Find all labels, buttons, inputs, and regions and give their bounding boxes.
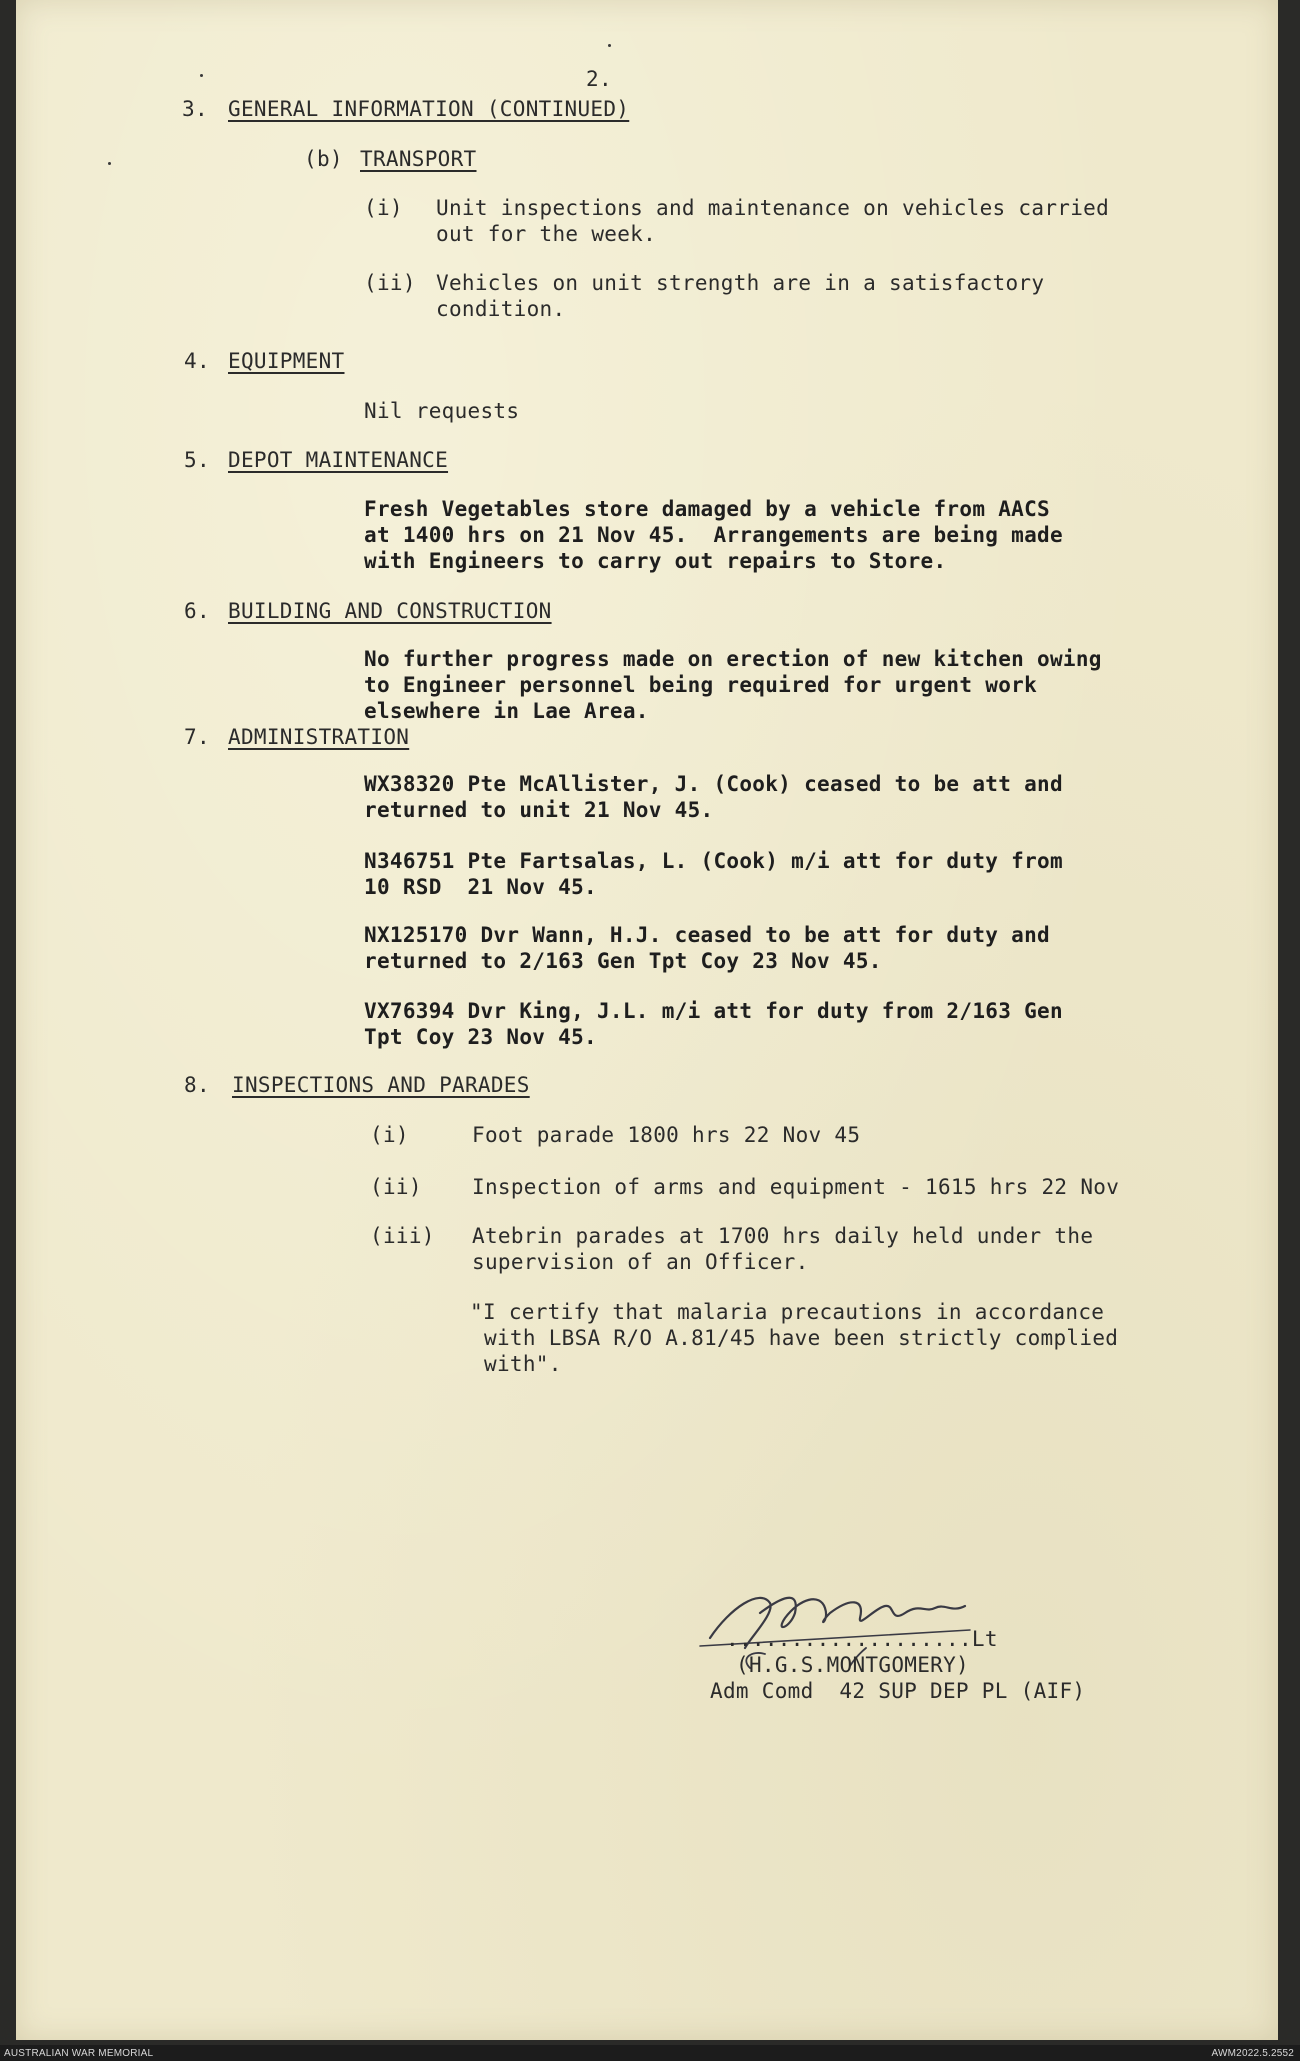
signature-dots-line: ...................Lt xyxy=(726,1627,998,1651)
admin-entry-1-line-2: returned to unit 21 Nov 45. xyxy=(364,798,714,822)
certification-line-2: with LBSA R/O A.81/45 have been strictly complied xyxy=(484,1326,1119,1350)
depot-maintenance-line-3: with Engineers to carry out repairs to Store. xyxy=(364,549,947,573)
admin-entry-3-line-1: NX125170 Dvr Wann, H.J. ceased to be att for duty and xyxy=(364,923,1050,947)
section-3-number: 3. xyxy=(182,97,208,121)
section-6-number: 6. xyxy=(184,599,210,623)
section-8-number: 8. xyxy=(184,1073,210,1097)
section-6-heading: BUILDING AND CONSTRUCTION xyxy=(228,599,552,623)
depot-maintenance-line-1: Fresh Vegetables store damaged by a vehicle from AACS xyxy=(364,497,1050,521)
transport-item-1-line-2: out for the week. xyxy=(436,222,657,246)
parade-item-2-num: (ii) xyxy=(370,1175,422,1199)
transport-heading: TRANSPORT xyxy=(360,147,477,171)
paper-speck xyxy=(200,74,203,77)
signatory-name: (H.G.S.MONTGOMERY) xyxy=(736,1653,969,1677)
section-7-heading: ADMINISTRATION xyxy=(228,725,410,749)
depot-maintenance-line-2: at 1400 hrs on 21 Nov 45. Arrangements are being made xyxy=(364,523,1063,547)
admin-entry-2-line-1: N346751 Pte Fartsalas, L. (Cook) m/i att for duty from xyxy=(364,849,1063,873)
building-line-3: elsewhere in Lae Area. xyxy=(364,699,649,723)
parade-item-2-line-1: Inspection of arms and equipment - 1615 hrs 22 Nov xyxy=(472,1175,1120,1199)
page-number: 2. xyxy=(586,67,612,91)
section-5-heading: DEPOT MAINTENANCE xyxy=(228,448,449,472)
parade-item-3-line-2: supervision of an Officer. xyxy=(472,1250,809,1274)
section-7-number: 7. xyxy=(184,725,210,749)
section-4-heading: EQUIPMENT xyxy=(228,349,345,373)
footer-institution: AUSTRALIAN WAR MEMORIAL xyxy=(4,2048,154,2059)
transport-label: (b) xyxy=(304,147,343,171)
certification-line-1: "I certify that malaria precautions in accordance xyxy=(470,1300,1105,1324)
admin-entry-2-line-2: 10 RSD 21 Nov 45. xyxy=(364,875,597,899)
transport-item-1-num: (i) xyxy=(364,196,403,220)
admin-entry-4-line-1: VX76394 Dvr King, J.L. m/i att for duty from 2/163 Gen xyxy=(364,999,1063,1023)
transport-item-2-line-1: Vehicles on unit strength are in a satisfactory xyxy=(436,271,1045,295)
section-8-heading: INSPECTIONS AND PARADES xyxy=(232,1073,530,1097)
section-5-number: 5. xyxy=(184,448,210,472)
certification-line-3: with". xyxy=(484,1352,562,1376)
section-3-heading: GENERAL INFORMATION (CONTINUED) xyxy=(228,97,630,121)
footer-bar xyxy=(0,2045,1300,2061)
signatory-title: Adm Comd 42 SUP DEP PL (AIF) xyxy=(710,1679,1086,1703)
paper-speck xyxy=(108,162,111,165)
equipment-text: Nil requests xyxy=(364,399,520,423)
section-4-number: 4. xyxy=(184,349,210,373)
admin-entry-3-line-2: returned to 2/163 Gen Tpt Coy 23 Nov 45. xyxy=(364,949,882,973)
building-line-2: to Engineer personnel being required for urgent work xyxy=(364,673,1038,697)
transport-item-1-line-1: Unit inspections and maintenance on vehicles carried xyxy=(436,196,1110,220)
transport-item-2-num: (ii) xyxy=(364,271,416,295)
building-line-1: No further progress made on erection of new kitchen owing xyxy=(364,647,1102,671)
parade-item-1-line-1: Foot parade 1800 hrs 22 Nov 45 xyxy=(472,1123,861,1147)
paper-speck xyxy=(608,44,611,47)
parade-item-1-num: (i) xyxy=(370,1123,409,1147)
transport-item-2-line-2: condition. xyxy=(436,297,566,321)
parade-item-3-line-1: Atebrin parades at 1700 hrs daily held under the xyxy=(472,1224,1094,1248)
parade-item-3-num: (iii) xyxy=(370,1224,435,1248)
admin-entry-4-line-2: Tpt Coy 23 Nov 45. xyxy=(364,1025,597,1049)
footer-accession-number: AWM2022.5.2552 xyxy=(1211,2048,1294,2059)
admin-entry-1-line-1: WX38320 Pte McAllister, J. (Cook) ceased to be att and xyxy=(364,772,1063,796)
